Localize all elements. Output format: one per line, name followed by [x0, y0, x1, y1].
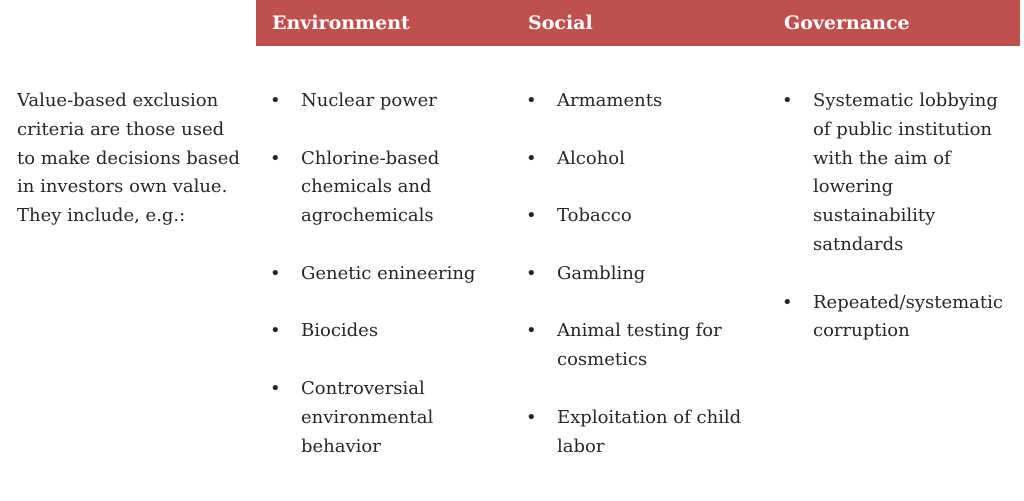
- header-social: Social: [528, 12, 593, 34]
- list-item: • Biocides: [270, 317, 490, 346]
- governance-list: [782, 87, 1010, 375]
- list-item: • Tobacco: [526, 202, 746, 231]
- list-item: • Genetic enineering: [270, 260, 490, 289]
- list-item: • Systematic lobbying of public institution with the aim of lowering sustainability satndards: [782, 87, 1010, 260]
- list-item: • Nuclear power: [270, 87, 490, 116]
- list-item: • Alcohol: [526, 145, 746, 174]
- list-item: • Controversial environmental behavior: [270, 375, 490, 461]
- list-item: • Animal testing for cosmetics: [526, 317, 746, 375]
- list-item: • Armaments: [526, 87, 746, 116]
- list-item: • Exploitation of child labor: [526, 404, 746, 462]
- social-list: [526, 87, 746, 490]
- header-governance: Governance: [784, 12, 910, 34]
- list-item: • Repeated/systematic corruption: [782, 289, 1010, 347]
- list-item: • Gambling: [526, 260, 746, 289]
- list-item: • Chlorine-based chemicals and agrochemicals: [270, 145, 490, 231]
- environment-list: [270, 87, 490, 490]
- intro-text: Value-based exclusion criteria are those used to make decisions based in investors own value. They include, e.g.:: [17, 90, 240, 227]
- header-environment: Environment: [272, 12, 410, 34]
